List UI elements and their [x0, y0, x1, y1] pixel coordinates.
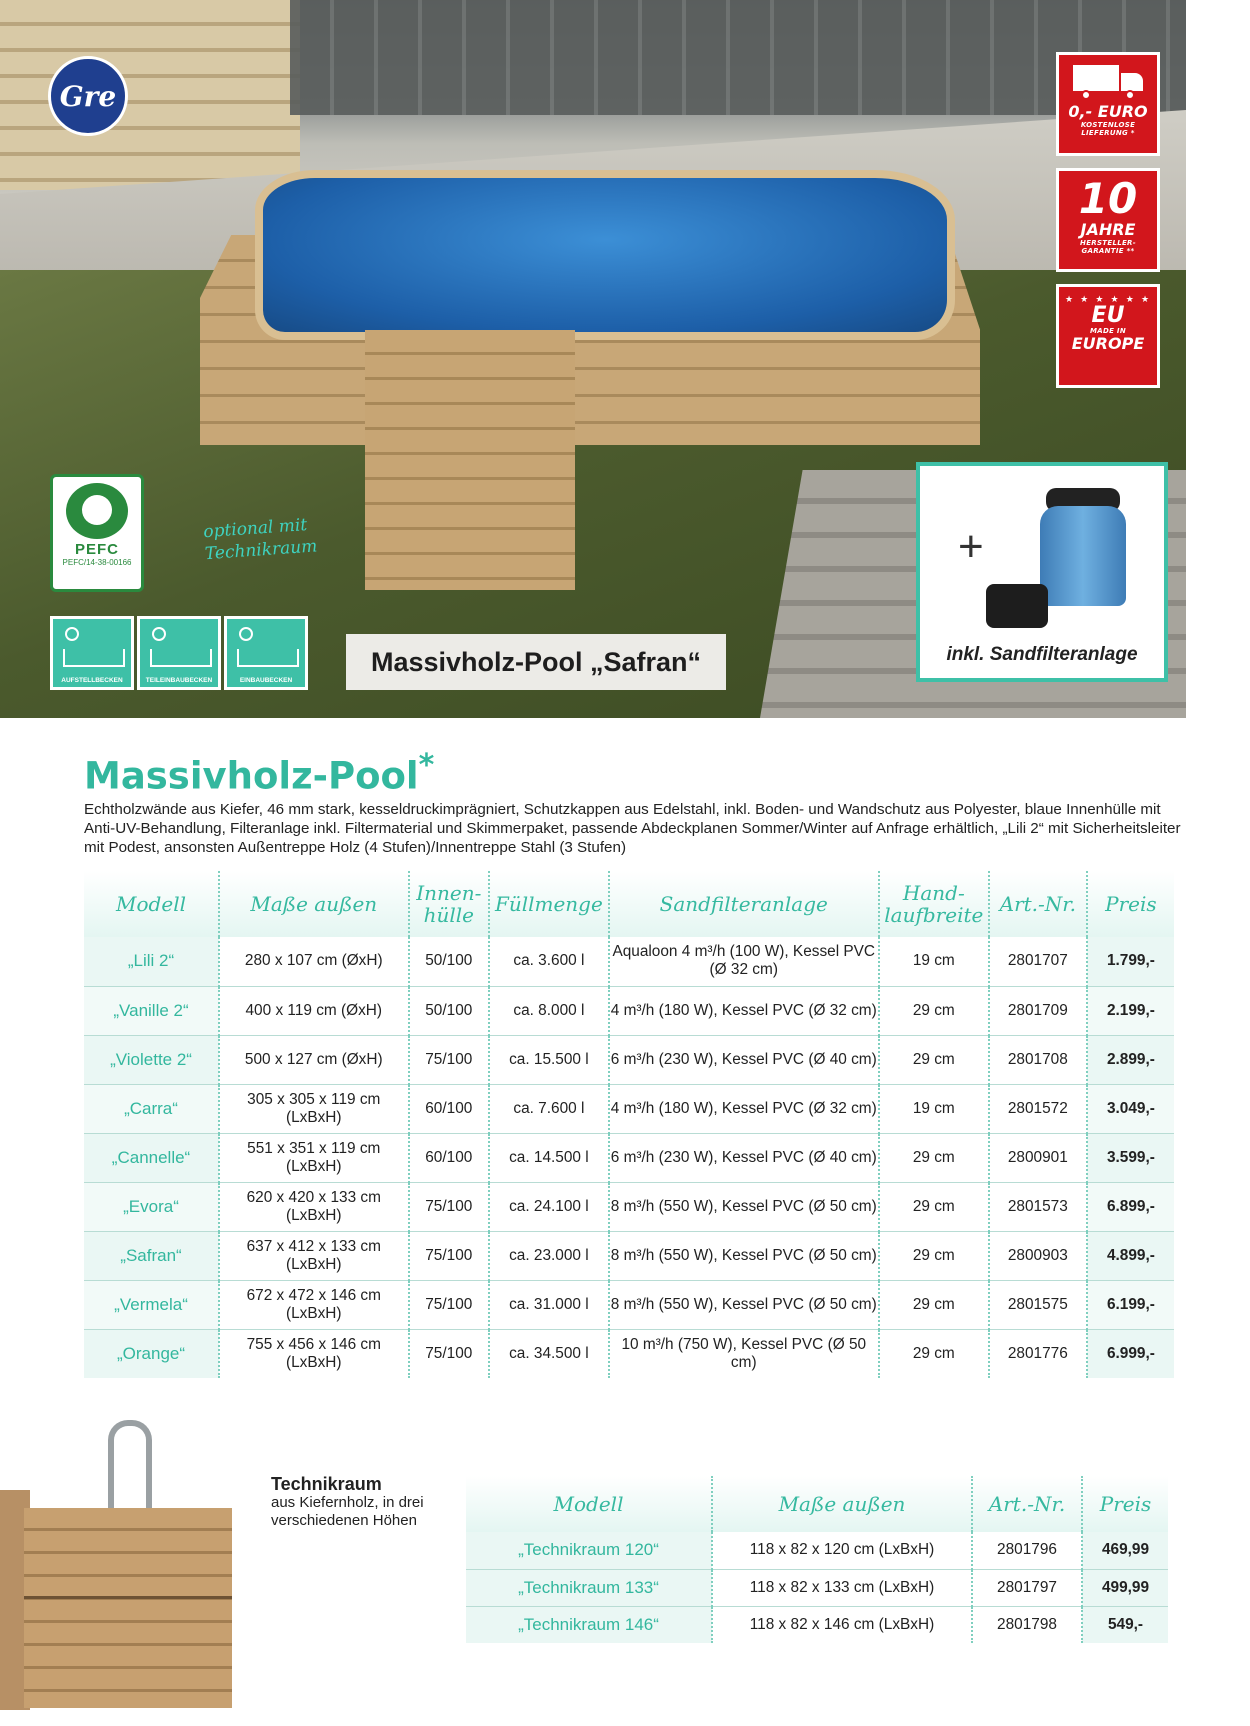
- table-cell: 29 cm: [879, 1231, 989, 1280]
- eu-stars-icon: ★ ★ ★ ★ ★ ★: [1064, 295, 1152, 305]
- table-cell: 29 cm: [879, 1182, 989, 1231]
- technikraum-title: Technikraum: [271, 1474, 382, 1494]
- table-cell: „Technikraum 146“: [466, 1606, 712, 1643]
- table-cell: 75/100: [409, 1280, 490, 1329]
- table-cell: 3.599,-: [1087, 1133, 1174, 1182]
- table-cell: 60/100: [409, 1133, 490, 1182]
- column-header: Preis: [1082, 1476, 1168, 1532]
- table-cell: 118 x 82 x 133 cm (LxBxH): [712, 1569, 972, 1606]
- table-cell: 29 cm: [879, 1329, 989, 1378]
- table-cell: 29 cm: [879, 1280, 989, 1329]
- table-cell: 2801572: [989, 1084, 1087, 1133]
- table-cell: 19 cm: [879, 937, 989, 986]
- section-title: [84, 748, 434, 797]
- table-row: [466, 1569, 1168, 1606]
- warranty-badge: [1056, 168, 1160, 272]
- hero-photo: [0, 0, 1186, 718]
- technikraum-box: [365, 330, 575, 590]
- table-cell: 551 x 351 x 119 cm (LxBxH): [219, 1133, 408, 1182]
- brand-logo-text: Gre: [59, 79, 117, 113]
- table-cell: 29 cm: [879, 1133, 989, 1182]
- table-cell: 2800901: [989, 1133, 1087, 1182]
- optional-technikraum-note: optional mit Technikraum: [202, 515, 318, 565]
- table-row: [84, 986, 1174, 1035]
- table-row: [84, 1280, 1174, 1329]
- table-cell: 499,99: [1082, 1569, 1168, 1606]
- above-ground-icon: [50, 616, 134, 690]
- table-cell: 280 x 107 cm (ØxH): [219, 937, 408, 986]
- table-cell: ca. 8.000 l: [489, 986, 609, 1035]
- table-cell: „Violette 2“: [84, 1035, 219, 1084]
- warranty-years: 10: [1078, 174, 1138, 223]
- table-cell: 305 x 305 x 119 cm (LxBxH): [219, 1084, 408, 1133]
- table-cell: 8 m³/h (550 W), Kessel PVC (Ø 50 cm): [609, 1231, 879, 1280]
- table-cell: „Technikraum 120“: [466, 1532, 712, 1569]
- truck-icon: [1073, 65, 1143, 99]
- table-cell: 19 cm: [879, 1084, 989, 1133]
- column-header: Sandfilteranlage: [609, 871, 879, 937]
- table-cell: 2801575: [989, 1280, 1087, 1329]
- table-cell: „Orange“: [84, 1329, 219, 1378]
- made-in-label: MADE IN: [1090, 327, 1126, 335]
- table-cell: 2801796: [972, 1532, 1082, 1569]
- pump-motor: [986, 584, 1048, 628]
- table-cell: 672 x 472 x 146 cm (LxBxH): [219, 1280, 408, 1329]
- footnote-mark: *: [418, 748, 435, 783]
- column-header: Modell: [84, 871, 219, 937]
- table-cell: „Vermela“: [84, 1280, 219, 1329]
- product-description: Echtholzwände aus Kiefer, 46 mm stark, kesseldruckimprägniert, Schutzkappen aus Edelstahl, inkl. Boden- und Wandschutz aus Polyester, blaue Innenhülle mit Anti-UV-Behandlung, Filteranlage inkl. Filtermaterial und Skimmerpaket, passende Abdeckplanen Sommer/Winter auf Anfrage erhältlich, „Lili 2“ mit Sicherheitsleiter mit Podest, ansonsten Außentreppe Holz (4 Stufen)/Innentreppe Stahl (3 Stufen): [84, 801, 1181, 856]
- table-cell: 2801797: [972, 1569, 1082, 1606]
- pool-type-label: AUFSTELLBECKEN: [61, 677, 123, 684]
- table-cell: 6 m³/h (230 W), Kessel PVC (Ø 40 cm): [609, 1133, 879, 1182]
- table-cell: 118 x 82 x 146 cm (LxBxH): [712, 1606, 972, 1643]
- table-row: [84, 1182, 1174, 1231]
- pool-type-label: EINBAUBECKEN: [239, 677, 293, 684]
- table-cell: 2801709: [989, 986, 1087, 1035]
- table-body: [84, 937, 1174, 1378]
- table-cell: Aqualoon 4 m³/h (100 W), Kessel PVC (Ø 32 cm): [609, 937, 879, 986]
- table-row: [84, 1133, 1174, 1182]
- column-header: Maße außen: [219, 871, 408, 937]
- column-header: Art.-Nr.: [989, 871, 1087, 937]
- table-cell: 8 m³/h (550 W), Kessel PVC (Ø 50 cm): [609, 1280, 879, 1329]
- partly-inground-icon: [137, 616, 221, 690]
- table-cell: 6 m³/h (230 W), Kessel PVC (Ø 40 cm): [609, 1035, 879, 1084]
- table-cell: „Cannelle“: [84, 1133, 219, 1182]
- table-cell: 8 m³/h (550 W), Kessel PVC (Ø 50 cm): [609, 1182, 879, 1231]
- table-cell: 637 x 412 x 133 cm (LxBxH): [219, 1231, 408, 1280]
- table-body: [466, 1532, 1168, 1643]
- table-cell: 2801798: [972, 1606, 1082, 1643]
- table-cell: 4 m³/h (180 W), Kessel PVC (Ø 32 cm): [609, 1084, 879, 1133]
- column-header: Füllmenge: [489, 871, 609, 937]
- table-cell: ca. 24.100 l: [489, 1182, 609, 1231]
- technikraum-box-photo: [24, 1508, 232, 1708]
- column-header: Maße außen: [712, 1476, 972, 1532]
- table-cell: 469,99: [1082, 1532, 1168, 1569]
- sandfilter-icon: [1040, 506, 1126, 606]
- table-cell: 6.999,-: [1087, 1329, 1174, 1378]
- table-cell: ca. 7.600 l: [489, 1084, 609, 1133]
- table-cell: 1.799,-: [1087, 937, 1174, 986]
- table-cell: 2801708: [989, 1035, 1087, 1084]
- europe-label: EUROPE: [1071, 334, 1145, 353]
- table-cell: „Vanille 2“: [84, 986, 219, 1035]
- pool-type-label: TEILEINBAUBECKEN: [145, 677, 213, 684]
- warranty-unit: JAHRE: [1080, 220, 1136, 239]
- table-cell: 60/100: [409, 1084, 490, 1133]
- table-row: [466, 1532, 1168, 1569]
- table-cell: 29 cm: [879, 986, 989, 1035]
- table-cell: 3.049,-: [1087, 1084, 1174, 1133]
- pool-table: [84, 871, 1174, 1378]
- table-header-row: [84, 871, 1174, 937]
- table-row: [84, 1329, 1174, 1378]
- table-cell: 2801573: [989, 1182, 1087, 1231]
- table-row: [84, 1231, 1174, 1280]
- pefc-logo: [50, 474, 144, 592]
- product-name-banner: Massivholz-Pool „Safran“: [346, 634, 726, 690]
- table-cell: „Technikraum 133“: [466, 1569, 712, 1606]
- table-cell: 4 m³/h (180 W), Kessel PVC (Ø 32 cm): [609, 986, 879, 1035]
- column-header: Preis: [1087, 871, 1174, 937]
- table-cell: 755 x 456 x 146 cm (LxBxH): [219, 1329, 408, 1378]
- delivery-price: 0,- EURO: [1068, 102, 1148, 121]
- table-cell: 549,-: [1082, 1606, 1168, 1643]
- table-row: [84, 1035, 1174, 1084]
- table-cell: 4.899,-: [1087, 1231, 1174, 1280]
- table-cell: 6.199,-: [1087, 1280, 1174, 1329]
- table-cell: 75/100: [409, 1329, 490, 1378]
- technikraum-photo: [0, 1420, 232, 1710]
- table-cell: ca. 14.500 l: [489, 1133, 609, 1182]
- column-header: Modell: [466, 1476, 712, 1532]
- table-cell: ca. 31.000 l: [489, 1280, 609, 1329]
- made-in-europe-badge: [1056, 284, 1160, 388]
- delivery-badge: [1056, 52, 1160, 156]
- table-cell: 29 cm: [879, 1035, 989, 1084]
- table-cell: 500 x 127 cm (ØxH): [219, 1035, 408, 1084]
- table-cell: 2.899,-: [1087, 1035, 1174, 1084]
- box-lid-line: [24, 1596, 232, 1599]
- table-cell: 6.899,-: [1087, 1182, 1174, 1231]
- stone-wall: [290, 0, 1186, 115]
- pefc-code: PEFC/14-38-00166: [62, 558, 132, 567]
- table-cell: 50/100: [409, 937, 490, 986]
- tree-icon: [66, 483, 128, 539]
- gre-logo: [48, 56, 128, 136]
- column-header: Innen-hülle: [409, 871, 490, 937]
- technikraum-subtitle: aus Kiefernholz, in drei verschiedenen Höhen: [271, 1494, 424, 1529]
- table-cell: „Evora“: [84, 1182, 219, 1231]
- warranty-note: HERSTELLER-GARANTIE **: [1080, 239, 1136, 255]
- column-header: Art.-Nr.: [972, 1476, 1082, 1532]
- table-cell: 50/100: [409, 986, 490, 1035]
- table-cell: 118 x 82 x 120 cm (LxBxH): [712, 1532, 972, 1569]
- table-cell: 620 x 420 x 133 cm (LxBxH): [219, 1182, 408, 1231]
- table-cell: 75/100: [409, 1231, 490, 1280]
- table-cell: ca. 15.500 l: [489, 1035, 609, 1084]
- sandfilter-inset: [916, 462, 1168, 682]
- table-cell: 10 m³/h (750 W), Kessel PVC (Ø 50 cm): [609, 1329, 879, 1378]
- log-cabin-wall: [0, 0, 300, 190]
- pool-water: [255, 170, 955, 340]
- table-cell: ca. 3.600 l: [489, 937, 609, 986]
- table-cell: „Carra“: [84, 1084, 219, 1133]
- table-cell: „Lili 2“: [84, 937, 219, 986]
- pefc-label: PEFC: [74, 541, 119, 558]
- table-row: [84, 1084, 1174, 1133]
- table-row: [466, 1606, 1168, 1643]
- table-header-row: [466, 1476, 1168, 1532]
- delivery-note: KOSTENLOSE LIEFERUNG *: [1080, 121, 1136, 137]
- table-cell: 400 x 119 cm (ØxH): [219, 986, 408, 1035]
- sandfilter-caption: inkl. Sandfilteranlage: [946, 644, 1138, 665]
- table-cell: 2.199,-: [1087, 986, 1174, 1035]
- table-cell: 75/100: [409, 1182, 490, 1231]
- table-cell: 2800903: [989, 1231, 1087, 1280]
- section-title-text: Massivholz-Pool: [84, 754, 419, 798]
- table-cell: „Safran“: [84, 1231, 219, 1280]
- table-cell: 2801707: [989, 937, 1087, 986]
- column-header: Hand-laufbreite: [879, 871, 989, 937]
- pool-type-icons: [50, 616, 308, 690]
- table-cell: 2801776: [989, 1329, 1087, 1378]
- table-cell: ca. 34.500 l: [489, 1329, 609, 1378]
- technikraum-table: [466, 1476, 1168, 1643]
- plus-icon: +: [958, 522, 984, 571]
- table-cell: 75/100: [409, 1035, 490, 1084]
- ladder-icon: [108, 1420, 152, 1520]
- table-row: [84, 937, 1174, 986]
- table-cell: ca. 23.000 l: [489, 1231, 609, 1280]
- eu-label: EU: [1091, 303, 1125, 328]
- inground-icon: [224, 616, 308, 690]
